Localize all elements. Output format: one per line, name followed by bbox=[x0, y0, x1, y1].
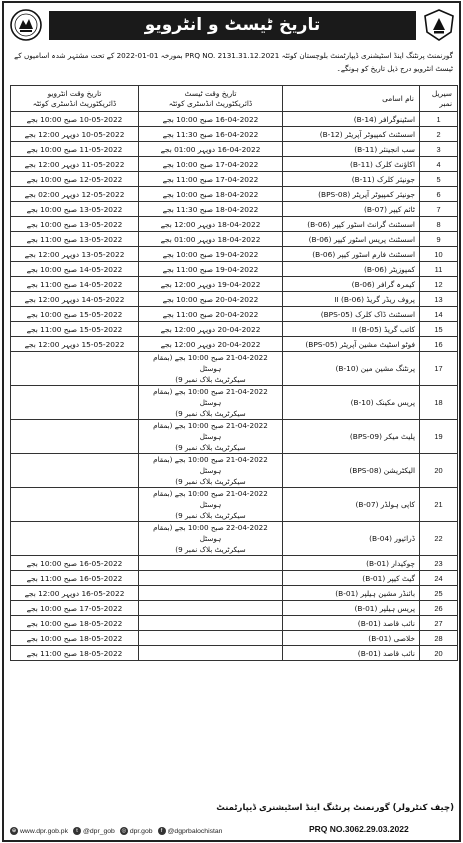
serial-cell: 7 bbox=[420, 202, 458, 217]
test-date-cell bbox=[139, 586, 283, 601]
test-date-cell: 18-04-2022 دوپہر 01:00 بجے bbox=[139, 232, 283, 247]
serial-cell: 12 bbox=[420, 277, 458, 292]
test-date-cell: 20-04-2022 دوپہر 12:00 بجے bbox=[139, 322, 283, 337]
test-date-cell bbox=[139, 488, 283, 522]
header-interview-date: تاریخ وقت انٹرویو ڈائریکٹوریٹ انڈسٹری کوئٹہ bbox=[11, 86, 139, 112]
post-name-cell: گیٹ کیپر (B-01) bbox=[283, 571, 420, 586]
post-name-cell: کاپی ہولڈر (B-07) bbox=[283, 488, 420, 522]
interview-date-cell: 14-05-2022 صبح 10:00 بجے bbox=[11, 262, 139, 277]
test-date-cell: 17-04-2022 صبح 10:00 بجے bbox=[139, 157, 283, 172]
twitter-icon: t bbox=[73, 827, 81, 835]
interview-date-cell: 18-05-2022 صبح 11:00 بجے bbox=[11, 646, 139, 661]
table-body bbox=[11, 112, 458, 661]
serial-cell: 25 bbox=[420, 586, 458, 601]
test-date-cell bbox=[139, 616, 283, 631]
post-name-cell: کمپوزیٹر (B-06) bbox=[283, 262, 420, 277]
post-name-cell: پریس ہیلپر (B-01) bbox=[283, 601, 420, 616]
table-row bbox=[11, 292, 458, 307]
interview-date-cell: 15-05-2022 صبح 10:00 بجے bbox=[11, 307, 139, 322]
table-row bbox=[11, 616, 458, 631]
interview-date-cell: 10-05-2022 صبح 10:00 بجے bbox=[11, 112, 139, 127]
interview-date-cell: 13-05-2022 صبح 11:00 بجے bbox=[11, 232, 139, 247]
serial-cell: 23 bbox=[420, 556, 458, 571]
post-name-cell: اسسٹنٹ گرانٹ اسٹور کیپر (B-06) bbox=[283, 217, 420, 232]
instagram-icon: ◎ bbox=[121, 827, 127, 834]
post-name-cell: بائنڈر مشین ہیلپر (B-01) bbox=[283, 586, 420, 601]
table-row bbox=[11, 352, 458, 386]
test-date-cell bbox=[139, 352, 283, 386]
test-date-cell: 20-04-2022 صبح 10:00 بجے bbox=[139, 292, 283, 307]
serial-cell: 24 bbox=[420, 571, 458, 586]
table-row bbox=[11, 142, 458, 157]
table-row bbox=[11, 307, 458, 322]
header-serial: سیریل نمبر bbox=[420, 86, 458, 112]
serial-cell: 19 bbox=[420, 420, 458, 454]
interview-date-cell bbox=[11, 522, 139, 556]
header bbox=[7, 6, 458, 46]
instagram-link[interactable]: ◎ dpr.gob bbox=[121, 827, 153, 835]
interview-date-cell: 13-05-2022 صبح 10:00 بجے bbox=[11, 217, 139, 232]
advertisement bbox=[2, 1, 461, 842]
post-name-cell: الیکٹریشن (BPS-08) bbox=[283, 454, 420, 488]
test-date-text: 21-04-2022 صبح 10:00 بجے (بمقام ہوسٹل سیکرٹریٹ بلاک نمبر 9) bbox=[153, 489, 268, 520]
interview-date-cell bbox=[11, 454, 139, 488]
test-date-cell: 20-04-2022 دوپہر 12:00 بجے bbox=[139, 337, 283, 352]
facebook-icon: f bbox=[158, 827, 166, 835]
table-row bbox=[11, 157, 458, 172]
post-name-cell: چوکیدار (B-01) bbox=[283, 556, 420, 571]
post-name-cell: اسسٹنٹ پریس اسٹور کیپر (B-06) bbox=[283, 232, 420, 247]
post-name-cell: نائب قاصد (B-01) bbox=[283, 646, 420, 661]
test-date-cell bbox=[139, 631, 283, 646]
serial-cell: 28 bbox=[420, 631, 458, 646]
test-date-cell bbox=[139, 571, 283, 586]
table-row bbox=[11, 127, 458, 142]
table-row bbox=[11, 420, 458, 454]
interview-date-cell: 13-05-2022 دوپہر 12:00 بجے bbox=[11, 247, 139, 262]
balochistan-emblem-icon bbox=[9, 8, 43, 42]
table-row bbox=[11, 262, 458, 277]
serial-cell: 9 bbox=[420, 232, 458, 247]
signature-line: (چیف کنٹرولر) گورنمنٹ پرنٹنگ اینڈ اسٹیشنری ڈیپارٹمنٹ bbox=[216, 803, 454, 813]
interview-date-cell bbox=[11, 352, 139, 386]
table-row bbox=[11, 337, 458, 352]
serial-cell: 5 bbox=[420, 172, 458, 187]
post-name-cell: فوٹو اسٹیٹ مشین آپریٹر (BPS-05) bbox=[283, 337, 420, 352]
test-date-text: 21-04-2022 صبح 10:00 بجے (بمقام ہوسٹل سیکرٹریٹ بلاک نمبر 9) bbox=[153, 387, 268, 418]
interview-date-cell: 18-05-2022 صبح 10:00 بجے bbox=[11, 616, 139, 631]
facebook-link[interactable]: f @dgprbalochistan bbox=[158, 827, 223, 835]
social-links bbox=[10, 824, 300, 837]
post-name-cell: ڈرائیور (B-04) bbox=[283, 522, 420, 556]
test-date-cell bbox=[139, 386, 283, 420]
table-row bbox=[11, 556, 458, 571]
post-name-cell: جونیئر کلرک (B-11) bbox=[283, 172, 420, 187]
intro-text: گورنمنٹ پرنٹنگ اینڈ اسٹیشنری ڈیپارٹمنٹ بلوچستان کوئٹہ PRQ NO. 2131.31.12.2021 بمورخہ 01-01-2022 کے تحت مشتہر شدہ اسامیوں کے ٹیسٹ انٹرویو درج ذیل تاریخ کو ہونگے۔ bbox=[14, 51, 453, 73]
post-name-cell: اسسٹنٹ ڈاک کلرک (BPS-05) bbox=[283, 307, 420, 322]
interview-date-cell: 14-05-2022 صبح 11:00 بجے bbox=[11, 277, 139, 292]
serial-cell: 27 bbox=[420, 616, 458, 631]
table-row bbox=[11, 522, 458, 556]
post-name-cell: پلیٹ میکر (BPS-09) bbox=[283, 420, 420, 454]
interview-date-cell: 11-05-2022 صبح 10:00 بجے bbox=[11, 142, 139, 157]
table-row bbox=[11, 217, 458, 232]
test-date-text: 22-04-2022 صبح 10:00 بجے (بمقام ہوسٹل سیکرٹریٹ بلاک نمبر 9) bbox=[153, 523, 268, 554]
test-date-cell: 19-04-2022 صبح 10:00 بجے bbox=[139, 247, 283, 262]
globe-icon: ⊕ bbox=[11, 827, 17, 834]
serial-cell: 21 bbox=[420, 488, 458, 522]
test-date-cell: 18-04-2022 دوپہر 12:00 بجے bbox=[139, 217, 283, 232]
table-row bbox=[11, 232, 458, 247]
serial-cell: 16 bbox=[420, 337, 458, 352]
test-date-text: 21-04-2022 صبح 10:00 بجے (بمقام ہوسٹل سیکرٹریٹ بلاک نمبر 9) bbox=[153, 421, 268, 452]
page-title: تاریخ ٹیسٹ و انٹرویو bbox=[49, 11, 416, 40]
serial-cell: 15 bbox=[420, 322, 458, 337]
table-row bbox=[11, 586, 458, 601]
serial-cell: 18 bbox=[420, 386, 458, 420]
table-row bbox=[11, 202, 458, 217]
serial-cell: 8 bbox=[420, 217, 458, 232]
test-date-cell: 18-04-2022 صبح 10:00 بجے bbox=[139, 187, 283, 202]
test-date-cell bbox=[139, 601, 283, 616]
test-date-cell bbox=[139, 646, 283, 661]
test-date-cell: 19-04-2022 صبح 11:00 بجے bbox=[139, 262, 283, 277]
post-name-cell: ٹائم کیپر (B-07) bbox=[283, 202, 420, 217]
interview-date-cell: 12-05-2022 صبح 10:00 بجے bbox=[11, 172, 139, 187]
post-name-cell: نائب قاصد (B-01) bbox=[283, 616, 420, 631]
interview-date-cell bbox=[11, 488, 139, 522]
test-date-text: 21-04-2022 صبح 10:00 بجے (بمقام ہوسٹل سیکرٹریٹ بلاک نمبر 9) bbox=[153, 455, 268, 486]
interview-date-cell bbox=[11, 420, 139, 454]
interview-date-cell: 15-05-2022 دوپہر 12:00 بجے bbox=[11, 337, 139, 352]
twitter-link[interactable]: t @dpr_gob bbox=[73, 827, 115, 835]
serial-cell: 22 bbox=[420, 522, 458, 556]
test-date-text: 21-04-2022 صبح 10:00 بجے (بمقام ہوسٹل سیکرٹریٹ بلاک نمبر 9) bbox=[153, 353, 268, 384]
website-link[interactable]: ⊕ www.dpr.gob.pk bbox=[11, 827, 68, 835]
test-date-cell bbox=[139, 420, 283, 454]
serial-cell: 20 bbox=[420, 454, 458, 488]
serial-cell: 26 bbox=[420, 601, 458, 616]
post-name-cell: اسٹینوگرافر (B-14) bbox=[283, 112, 420, 127]
table-row bbox=[11, 112, 458, 127]
test-date-cell: 17-04-2022 صبح 11:00 بجے bbox=[139, 172, 283, 187]
post-name-cell: جونیئر کمپیوٹر آپریٹر (BPS-08) bbox=[283, 187, 420, 202]
test-date-cell: 20-04-2022 صبح 11:00 بجے bbox=[139, 307, 283, 322]
test-date-cell: 19-04-2022 دوپہر 12:00 بجے bbox=[139, 277, 283, 292]
interview-date-cell bbox=[11, 386, 139, 420]
post-name-cell: اسسٹنٹ کمپیوٹر آپریٹر (B-12) bbox=[283, 127, 420, 142]
prq-number: PRQ NO.3062.29.03.2022 bbox=[309, 824, 409, 834]
serial-cell: 11 bbox=[420, 262, 458, 277]
department-emblem-icon bbox=[422, 8, 456, 42]
post-name-cell: اسسٹنٹ فارم اسٹور کیپر (B-06) bbox=[283, 247, 420, 262]
serial-cell: 13 bbox=[420, 292, 458, 307]
interview-date-cell: 13-05-2022 صبح 10:00 بجے bbox=[11, 202, 139, 217]
table-row bbox=[11, 601, 458, 616]
test-date-cell bbox=[139, 454, 283, 488]
table-row bbox=[11, 646, 458, 661]
interview-date-cell: 17-05-2022 صبح 10:00 بجے bbox=[11, 601, 139, 616]
serial-cell: 3 bbox=[420, 142, 458, 157]
serial-cell: 20 bbox=[420, 646, 458, 661]
test-date-cell bbox=[139, 522, 283, 556]
table-row bbox=[11, 187, 458, 202]
table-row bbox=[11, 322, 458, 337]
post-name-cell: اکاؤنٹ کلرک (B-11) bbox=[283, 157, 420, 172]
test-date-cell: 16-04-2022 صبح 11:30 بجے bbox=[139, 127, 283, 142]
serial-cell: 2 bbox=[420, 127, 458, 142]
interview-date-cell: 18-05-2022 صبح 10:00 بجے bbox=[11, 631, 139, 646]
test-date-cell bbox=[139, 556, 283, 571]
post-name-cell: پرنٹنگ مشین مین (B-10) bbox=[283, 352, 420, 386]
serial-cell: 10 bbox=[420, 247, 458, 262]
interview-date-cell: 14-05-2022 دوپہر 12:00 بجے bbox=[11, 292, 139, 307]
table-row bbox=[11, 277, 458, 292]
interview-date-cell: 15-05-2022 صبح 11:00 بجے bbox=[11, 322, 139, 337]
table-row bbox=[11, 386, 458, 420]
serial-cell: 14 bbox=[420, 307, 458, 322]
test-date-cell: 16-04-2022 صبح 10:00 بجے bbox=[139, 112, 283, 127]
post-name-cell: خلاصی (B-01) bbox=[283, 631, 420, 646]
table-row bbox=[11, 631, 458, 646]
interview-date-cell: 16-05-2022 دوپہر 12:00 بجے bbox=[11, 586, 139, 601]
post-name-cell: سب انجینئر (B-11) bbox=[283, 142, 420, 157]
table-row bbox=[11, 488, 458, 522]
interview-date-cell: 16-05-2022 صبح 10:00 بجے bbox=[11, 556, 139, 571]
post-name-cell: کاتب گریڈ II (B-05) bbox=[283, 322, 420, 337]
table-header-row bbox=[11, 86, 458, 112]
schedule-table bbox=[10, 85, 458, 661]
post-name-cell: پریس مکینک (B-10) bbox=[283, 386, 420, 420]
serial-cell: 4 bbox=[420, 157, 458, 172]
table-row bbox=[11, 571, 458, 586]
serial-cell: 1 bbox=[420, 112, 458, 127]
test-date-cell: 18-04-2022 صبح 11:30 بجے bbox=[139, 202, 283, 217]
interview-date-cell: 11-05-2022 دوپہر 12:00 بجے bbox=[11, 157, 139, 172]
table-row bbox=[11, 247, 458, 262]
header-post-name: نام اسامی bbox=[283, 86, 420, 112]
test-date-cell: 16-04-2022 دوپہر 01:00 بجے bbox=[139, 142, 283, 157]
interview-date-cell: 12-05-2022 دوپہر 02:00 بجے bbox=[11, 187, 139, 202]
interview-date-cell: 10-05-2022 دوپہر 12:00 بجے bbox=[11, 127, 139, 142]
table-row bbox=[11, 172, 458, 187]
serial-cell: 17 bbox=[420, 352, 458, 386]
serial-cell: 6 bbox=[420, 187, 458, 202]
header-test-date: تاریخ وقت ٹیسٹ ڈائریکٹوریٹ انڈسٹری کوئٹہ bbox=[139, 86, 283, 112]
post-name-cell: کیمرہ گرافر (B-06) bbox=[283, 277, 420, 292]
post-name-cell: پروف ریڈر گریڈ II (B-06) bbox=[283, 292, 420, 307]
interview-date-cell: 16-05-2022 صبح 11:00 بجے bbox=[11, 571, 139, 586]
table-row bbox=[11, 454, 458, 488]
